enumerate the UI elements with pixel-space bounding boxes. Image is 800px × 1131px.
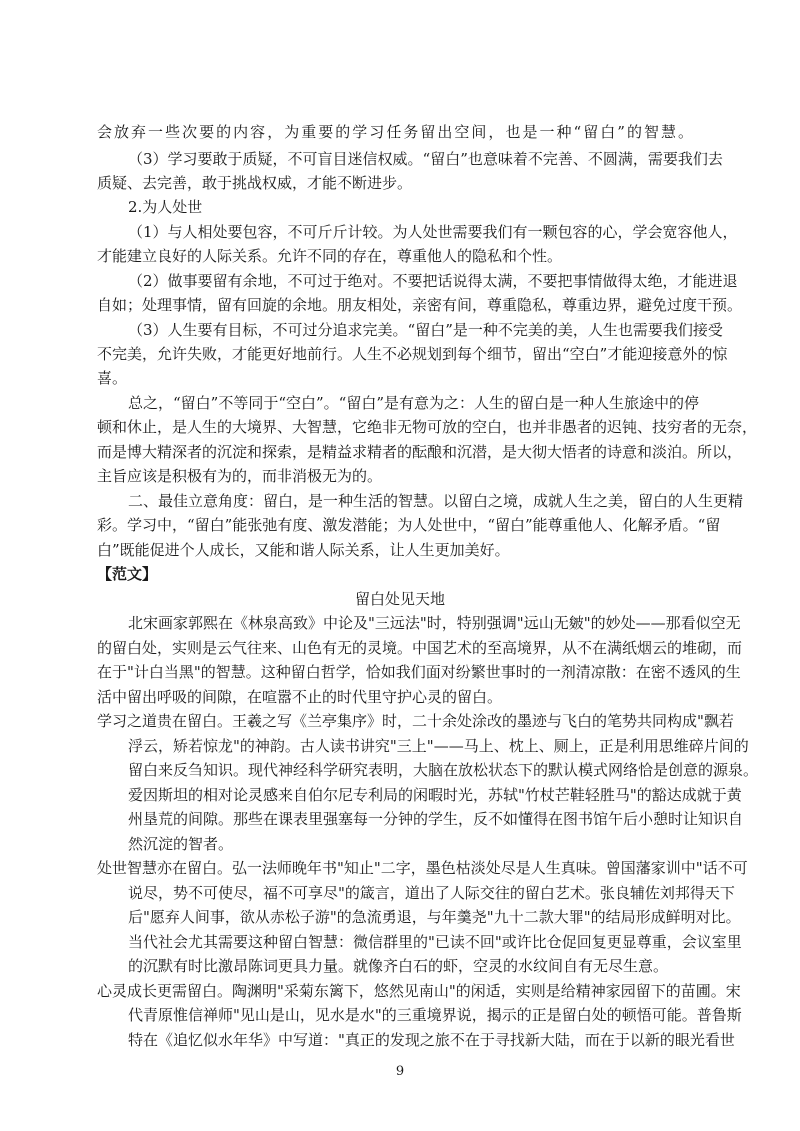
- text-line: 会放弃一些次要的内容，为重要的学习任务留出空间，也是一种“留白”的智慧。: [97, 123, 693, 141]
- text-line: 特在《追忆似水年华》中写道："真正的发现之旅不在于寻找新大陆，而在于以新的眼光看世: [128, 1031, 735, 1049]
- text-line: 后"愿弃人间事，欲从赤松子游"的急流勇退，与年羹尧"九十二款大罪"的结局形成鲜明对比。: [128, 908, 741, 926]
- text-line: 的留白处，实则是云气往来、山色有无的灵境。中国艺术的至高境界，从不在满纸烟云的堆砌，而: [97, 639, 743, 657]
- text-line: 然沉淀的智者。: [128, 835, 234, 853]
- text-line: 才能建立良好的人际关系。允许不同的存在，尊重他人的隐私和个性。: [97, 247, 563, 265]
- text-line: 白”既能促进个人成长，又能和谐人际关系，让人生更加美好。: [97, 541, 510, 559]
- text-line: 顿和休止，是人生的大境界、大智慧，它绝非无物可放的空白，也并非愚者的迟钝、技穷者的无奈，: [97, 418, 758, 436]
- text-line: 活中留出呼吸的间隙，在喧嚣不止的时代里守护心灵的留白。: [97, 688, 503, 706]
- text-line: （3）学习要敢于质疑，不可盲目迷信权威。“留白”也意味着不完善、不圆满，需要我们去: [128, 150, 723, 168]
- section-label: 【范文】: [97, 565, 158, 583]
- text-line: 代青原惟信禅师"见山是山，见水是水"的三重境界说，揭示的正是留白处的顿悟可能。普鲁斯: [128, 1006, 742, 1024]
- text-line: （2）做事要留有余地，不可过于绝对。不要把话说得太满，不要把事情做得太绝，才能进退: [128, 272, 738, 290]
- text-line: 州垦荒的间隙。那些在课表里强塞每一分钟的学生，反不如懂得在图书馆午后小憩时让知识自: [128, 810, 744, 828]
- section-heading: 2.为人处世: [128, 198, 203, 216]
- text-line: 而是博大精深者的沉淀和探索，是精益求精者的酝酿和沉潜，是大彻大悟者的诗意和淡泊。所以，: [97, 443, 743, 461]
- text-line: 自如；处理事情，留有回旋的余地。朋友相处，亲密有间，尊重隐私，尊重边界，避免过度干预。: [97, 296, 743, 314]
- text-line: 彩。学习中，“留白”能张弛有度、激发潜能；为人处世中，“留白”能尊重他人、化解矛盾。“留: [97, 516, 721, 534]
- text-line: 的沉默有时比激昂陈词更具力量。就像齐白石的虾，空灵的水纹间自有无尽生意。: [128, 957, 669, 975]
- text-line: （1）与人相处要包容，不可斤斤计较。为人处世需要我们有一颗包容的心，学会宽容他人，: [128, 223, 738, 241]
- text-line: 学习之道贵在留白。王羲之写《兰亭集序》时，二十余处涂改的墨迹与飞白的笔势共同构成"飘若: [97, 712, 734, 730]
- text-line: 心灵成长更需留白。陶渊明"采菊东篱下，悠然见南山"的闲适，实则是给精神家园留下的苗圃。宋: [97, 982, 741, 1000]
- text-line: 处世智慧亦在留白。弘一法师晚年书"知止"二字，墨色枯淡处尽是人生真味。曾国藩家训中"话不可: [97, 859, 748, 877]
- text-line: 当代社会尤其需要这种留白智慧：微信群里的"已读不回"或许比仓促回复更显尊重，会议室里: [128, 933, 742, 951]
- text-line: 北宋画家郭熙在《林泉高致》中论及"三远法"时，特别强调"远山无皴"的妙处——那看似空无: [128, 614, 741, 632]
- text-line: 不完美，允许失败，才能更好地前行。人生不必规划到每个细节，留出“空白”才能迎接意外的惊: [97, 345, 728, 363]
- text-line: 在于"计白当黑"的智慧。这种留白哲学，恰如我们面对纷繁世事时的一剂清凉散：在密不透风的生: [97, 663, 741, 681]
- text-line: 爱因斯坦的相对论灵感来自伯尔尼专利局的闲暇时光，苏轼"竹杖芒鞋轻胜马"的豁达成就于黄: [128, 786, 742, 804]
- text-line: 主旨应该是积极有为的，而非消极无为的。: [97, 467, 383, 485]
- text-line: 喜。: [97, 369, 128, 387]
- text-line: 说尽，势不可使尽，福不可享尽"的箴言，道出了人际交往的留白艺术。张良辅佐刘邦得天下: [128, 884, 735, 902]
- text-line: 二、最佳立意角度：留白，是一种生活的智慧。以留白之境，成就人生之美，留白的人生更精: [128, 492, 744, 510]
- text-line: 浮云，矫若惊龙"的神韵。古人读书讲究"三上"——马上、枕上、厕上，正是利用思维碎片间的: [128, 737, 749, 755]
- page-number: 9: [395, 1064, 405, 1079]
- essay-title: 留白处见天地: [354, 590, 445, 608]
- text-line: 留白来反刍知识。现代神经科学研究表明，大脑在放松状态下的默认模式网络恰是创意的源泉。: [128, 761, 759, 779]
- text-line: 总之，“留白”不等同于“空白”。“留白”是有意为之：人生的留白是一种人生旅途中的停: [128, 394, 700, 412]
- text-line: （3）人生要有目标，不可过分追求完美。“留白”是一种不完美的美，人生也需要我们接受: [128, 321, 723, 339]
- text-line: 质疑、去完善，敢于挑战权威，才能不断进步。: [97, 174, 413, 192]
